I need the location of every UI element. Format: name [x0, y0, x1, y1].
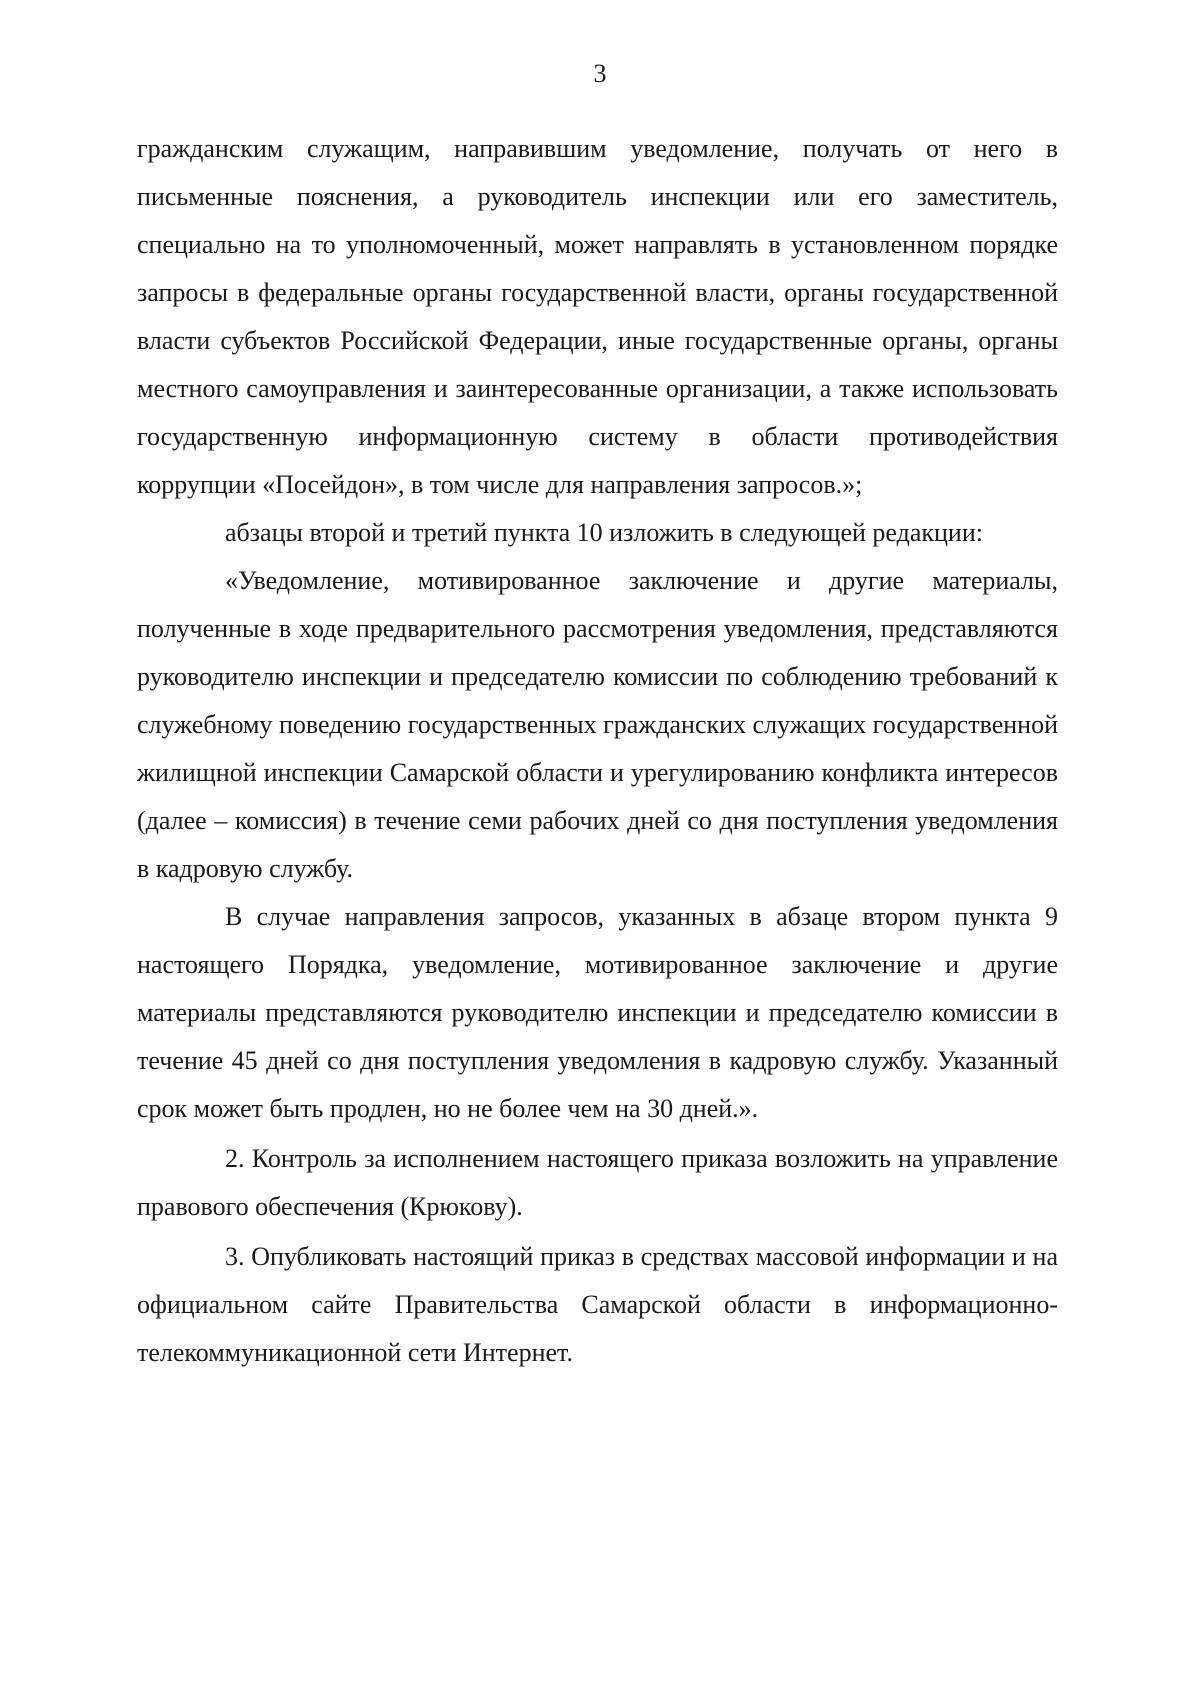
paragraph-requests: В случае направления запросов, указанных в абзаце втором пункта 9 настоящего Порядка, уведомление, мотивированное заключение и другие материалы представляются руководителю инспекции и председателю комиссии в течение 45 дней со дня поступления уведомления в кадровую службу. Указанный срок может быть продлен, но не более чем на 30 дней.». [137, 902, 1058, 1123]
paragraph-continuation: гражданским служащим, направившим уведомление, получать от него в письменные пояснения, а руководитель инспекции или его заместитель, специально на то уполномоченный, может направлять в установленном порядке запросы в федеральные органы государственной власти, органы государственной власти субъектов Российской Федерации, иные государственные органы, органы местного самоуправления и заинтересованные организации, а также использовать государственную информационную систему в области противодействия коррупции «Посейдон», в том числе для направления запросов.»; [137, 134, 1058, 499]
paragraph-item-3: 3. Опубликовать настоящий приказ в средствах массовой информации и на официальном сайте Правительства Самарской области в информационно-телекоммуникационной сети Интернет. [137, 1242, 1058, 1367]
paragraph-item-2: 2. Контроль за исполнением настоящего приказа возложить на управление правового обеспечения (Крюкову). [137, 1144, 1058, 1221]
document-body [137, 125, 1058, 1377]
page-number: 3 [593, 59, 607, 88]
paragraph-notification: «Уведомление, мотивированное заключение и другие материалы, полученные в ходе предварительного рассмотрения уведомления, представляются руководителю инспекции и председателю комиссии по соблюдению требований к служебному поведению государственных гражданских служащих государственной жилищной инспекции Самарской области и урегулированию конфликта интересов (далее – комиссия) в течение семи рабочих дней со дня поступления уведомления в кадровую службу. [137, 566, 1058, 883]
paragraph-amendment-intro: абзацы второй и третий пункта 10 изложить в следующей редакции: [225, 518, 983, 547]
